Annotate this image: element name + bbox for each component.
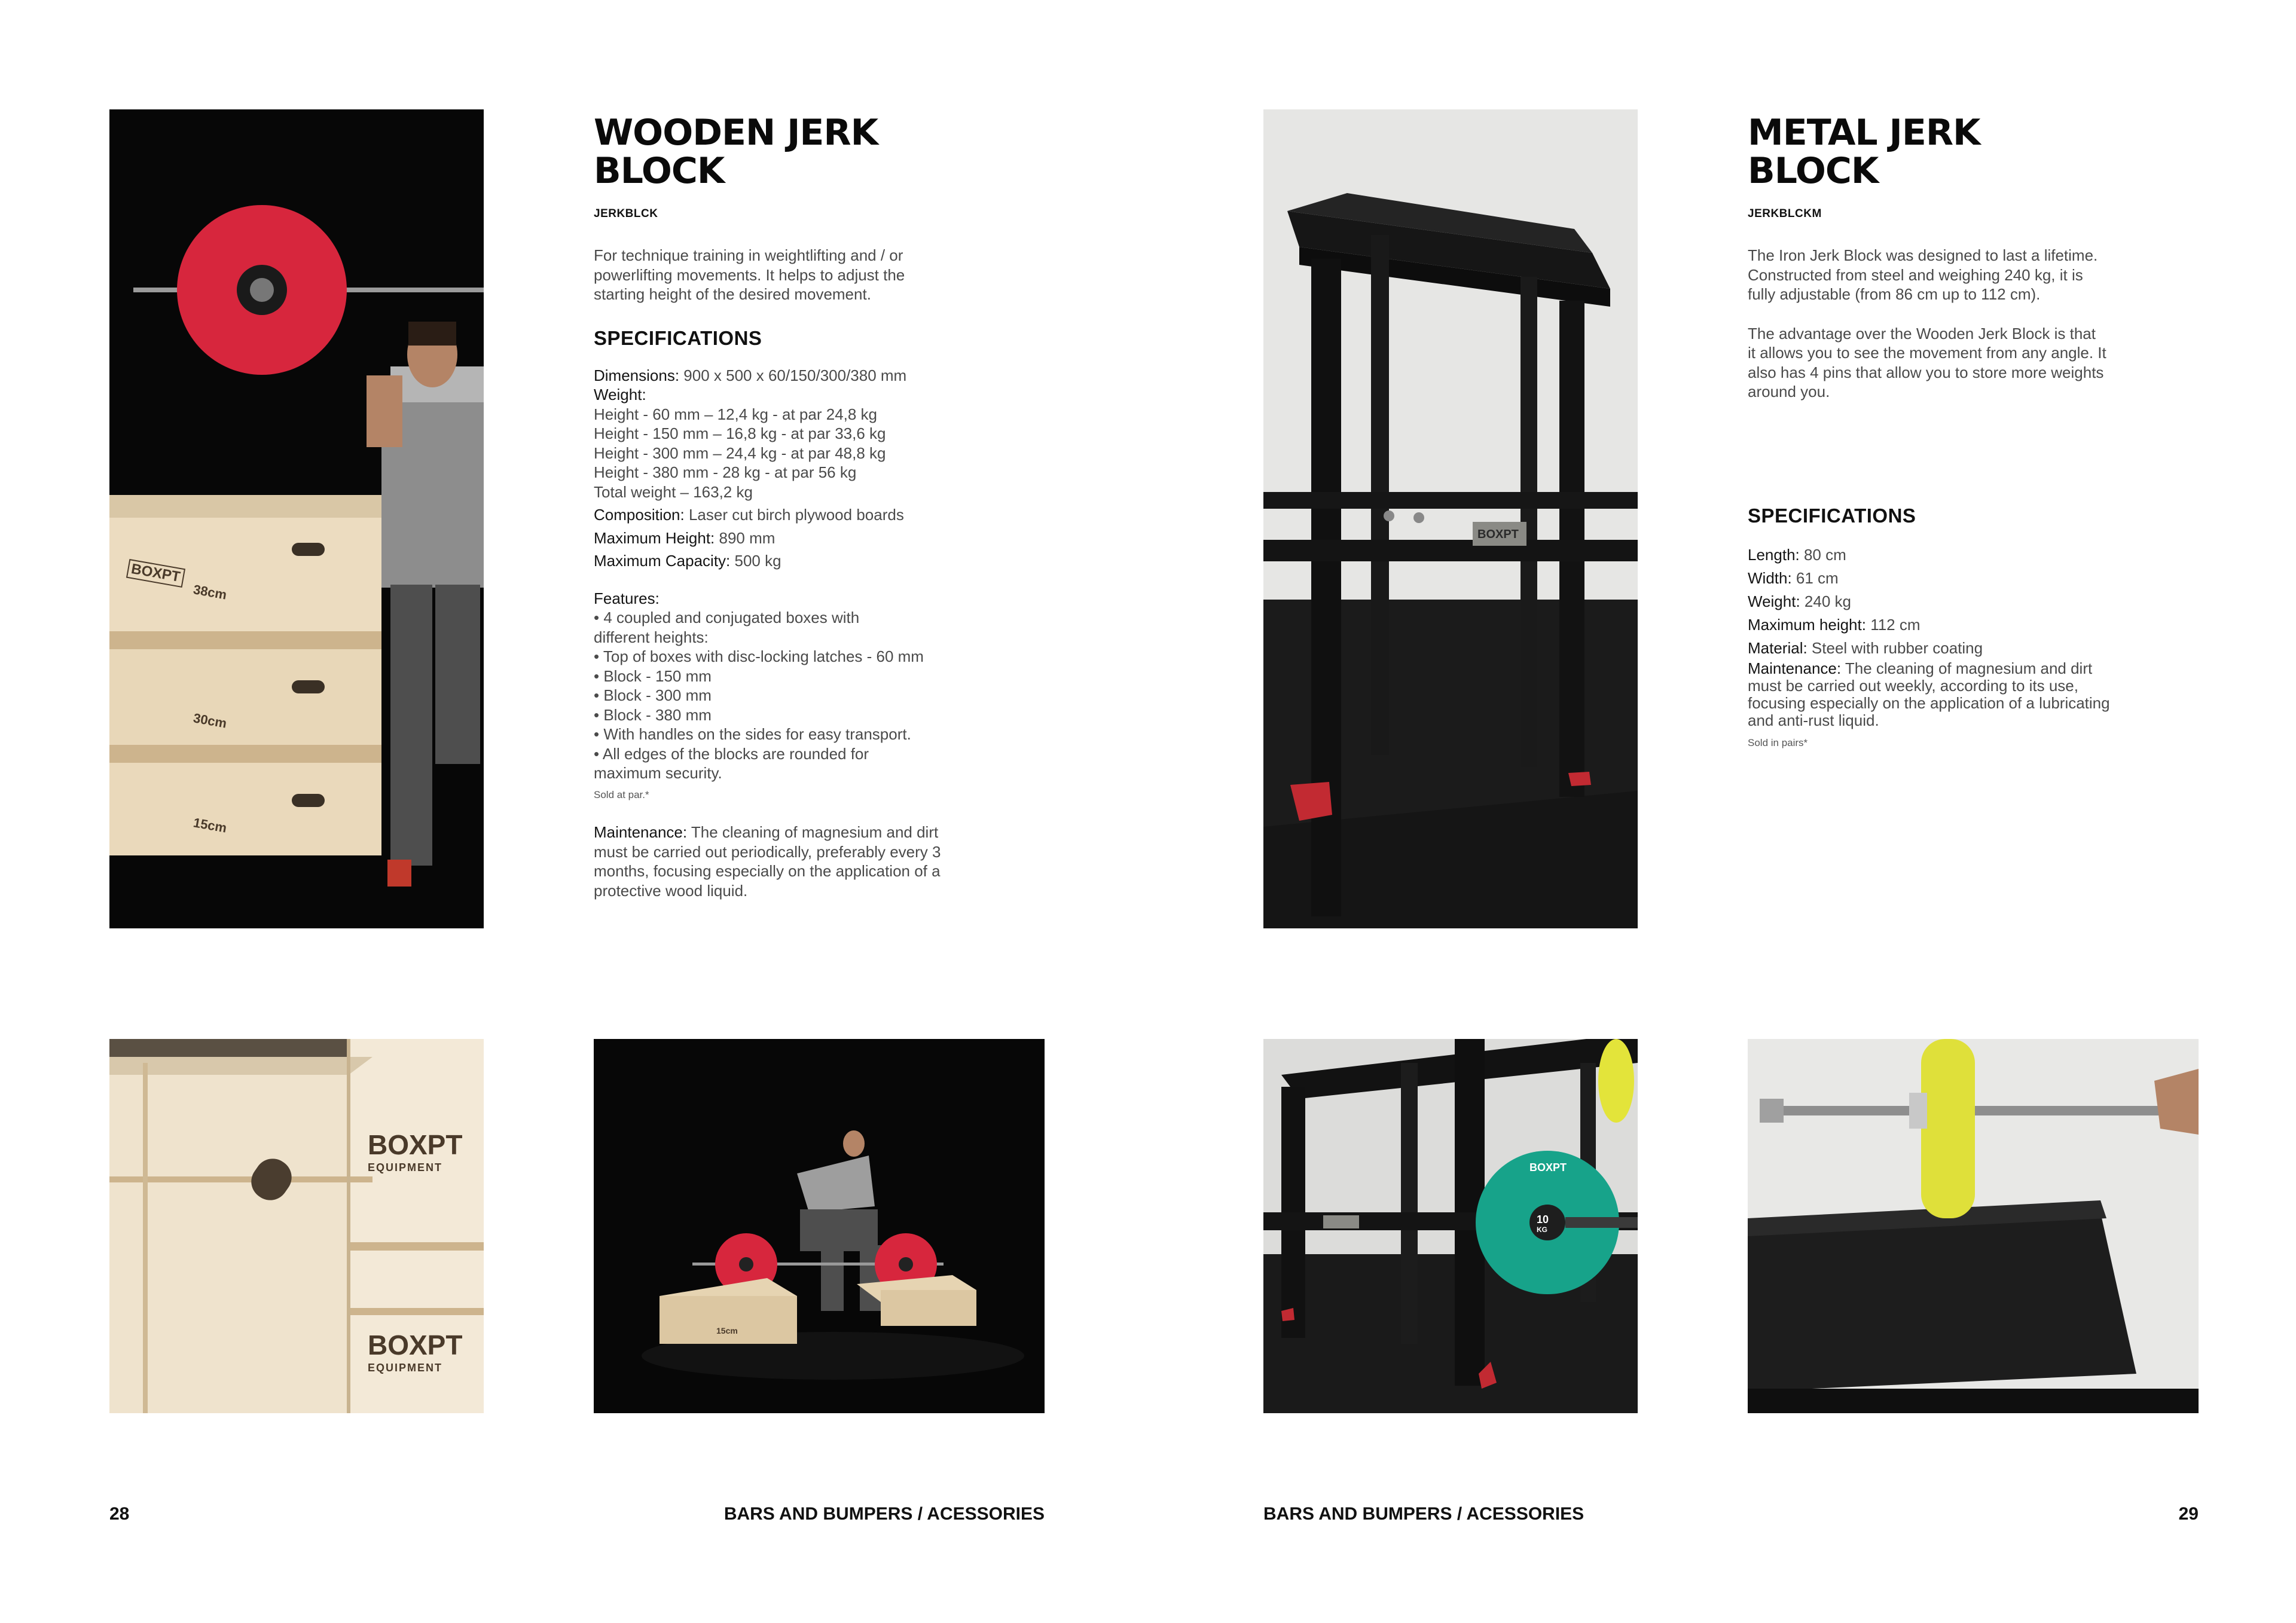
spec-weight: Weight: 240 kg: [1748, 592, 1851, 610]
deadlift-block-15cm-label: 15cm: [716, 1326, 738, 1335]
product-title: METAL JERK BLOCK: [1748, 112, 1980, 192]
specifications-list: [1748, 543, 2130, 660]
page-number-left: 28: [109, 1504, 130, 1524]
box-30cm-label: 30cm: [192, 710, 228, 731]
specifications-heading: SPECIFICATIONS: [1748, 504, 1916, 527]
product-code: JERKBLCK: [594, 207, 658, 220]
feature-item: • With handles on the sides for easy transport.: [594, 725, 911, 743]
metal-jerk-block-section: [1748, 114, 2130, 751]
brand-sub-top: EQUIPMENT: [368, 1162, 443, 1173]
photo-athlete-deadlift: [594, 1039, 1045, 1413]
feature-item: • All edges of the blocks are rounded for: [594, 744, 869, 763]
feature-item: maximum security.: [594, 764, 722, 782]
spec-weight-line: Height - 150 mm – 16,8 kg - at par 33,6 kg: [594, 424, 886, 442]
spec-weight-line: Height - 300 mm – 24,4 kg - at par 48,8 kg: [594, 444, 886, 462]
specifications-list: [594, 366, 976, 571]
product-intro: The Iron Jerk Block was designed to last a lifetime. Constructed from steel and weighing 240 kg, it is fully adjustable (from 86 cm up to 112 cm).: [1748, 246, 2098, 303]
product-code: JERKBLCKM: [1748, 207, 1822, 220]
spec-max-height: Maximum Height: 890 mm: [594, 528, 775, 547]
spec-dimensions: Dimensions: 900 x 500 x 60/150/300/380 mm: [594, 366, 907, 384]
feature-item: • Top of boxes with disc-locking latches - 60 mm: [594, 647, 924, 665]
feature-item: • Block - 380 mm: [594, 705, 712, 724]
photo-metal-jerk-block: [1263, 109, 1638, 928]
brand-sub-bottom: EQUIPMENT: [368, 1362, 443, 1374]
feature-item: • 4 coupled and conjugated boxes with: [594, 609, 860, 626]
photo-wooden-box-closeup: [109, 1039, 484, 1413]
spec-weight-line: Height - 60 mm – 12,4 kg - at par 24,8 kg: [594, 405, 878, 423]
spec-composition: Composition: Laser cut birch plywood boards: [594, 506, 904, 524]
green-plate-brand: BOXPT: [1529, 1162, 1567, 1173]
product-advantage: The advantage over the Wooden Jerk Block is that it allows you to see the movement from any angle. It also has 4 pins that allow you to store more weights around you.: [1748, 324, 2106, 401]
spec-weight-line: Height - 380 mm - 28 kg - at par 56 kg: [594, 463, 857, 481]
maintenance-note: Maintenance: The cleaning of magnesium and dirt must be carried out weekly, according to its use, focusing especially on the application of a lubricating and anti-rust liquid. Sold in pairs*: [1748, 660, 2130, 751]
metal-block-brand-plate: BOXPT: [1477, 528, 1519, 541]
product-intro: For technique training in weightlifting and / or powerlifting movements. It helps to adjust the starting height of the desired movement.: [594, 246, 905, 303]
spec-weight-label: Weight:: [594, 386, 646, 404]
spec-max-capacity: Maximum Capacity: 500 kg: [594, 552, 781, 570]
footer-section-right: BARS AND BUMPERS / ACESSORIES: [1263, 1504, 1584, 1524]
feature-item: different heights:: [594, 628, 709, 646]
box-brand-logo: BOXPT: [126, 559, 185, 588]
photo-athlete-wooden-blocks: [109, 109, 484, 928]
feature-item: • Block - 150 mm: [594, 667, 712, 685]
sold-note: Sold in pairs*: [1748, 736, 1808, 748]
sold-note: Sold at par.*: [594, 788, 649, 800]
features-list: Features: • 4 coupled and conjugated boxes with different heights: • Top of boxes with disc-locking latches - 60 mm • Block - 150 mm • Block - 300 mm • Block - 380 mm • With handles on the sides for easy transport. • All edges of the blocks are rounded for maximum security. Sold at par.*: [594, 589, 976, 805]
specifications-heading: SPECIFICATIONS: [594, 326, 762, 349]
spec-width: Width: 61 cm: [1748, 568, 1839, 587]
green-plate-weight: 10: [1537, 1214, 1549, 1225]
green-plate-unit: KG: [1537, 1225, 1547, 1234]
spec-weight-total: Total weight – 163,2 kg: [594, 482, 753, 501]
spec-material: Material: Steel with rubber coating: [1748, 638, 1983, 657]
feature-item: • Block - 300 mm: [594, 686, 712, 704]
spec-max-height: Maximum height: 112 cm: [1748, 615, 1921, 634]
page-number-right: 29: [2178, 1504, 2199, 1524]
wooden-jerk-block-section: [594, 114, 976, 900]
brand-logo-top: BOXPT: [368, 1129, 463, 1160]
box-38cm-label: 38cm: [192, 582, 228, 603]
product-title: WOODEN JERK BLOCK: [594, 112, 878, 192]
spec-length: Length: 80 cm: [1748, 545, 1846, 564]
footer-section-left: BARS AND BUMPERS / ACESSORIES: [723, 1504, 1045, 1524]
photo-metal-block-green-plate: [1263, 1039, 1638, 1413]
brand-logo-bottom: BOXPT: [368, 1329, 463, 1361]
box-15cm-label: 15cm: [192, 815, 228, 836]
maintenance-note: Maintenance: The cleaning of magnesium and dirt must be carried out periodically, preferably every 3 months, focusing especially on the application of a protective wood liquid.: [594, 823, 941, 900]
photo-bar-yellow-plate: [1748, 1039, 2199, 1413]
